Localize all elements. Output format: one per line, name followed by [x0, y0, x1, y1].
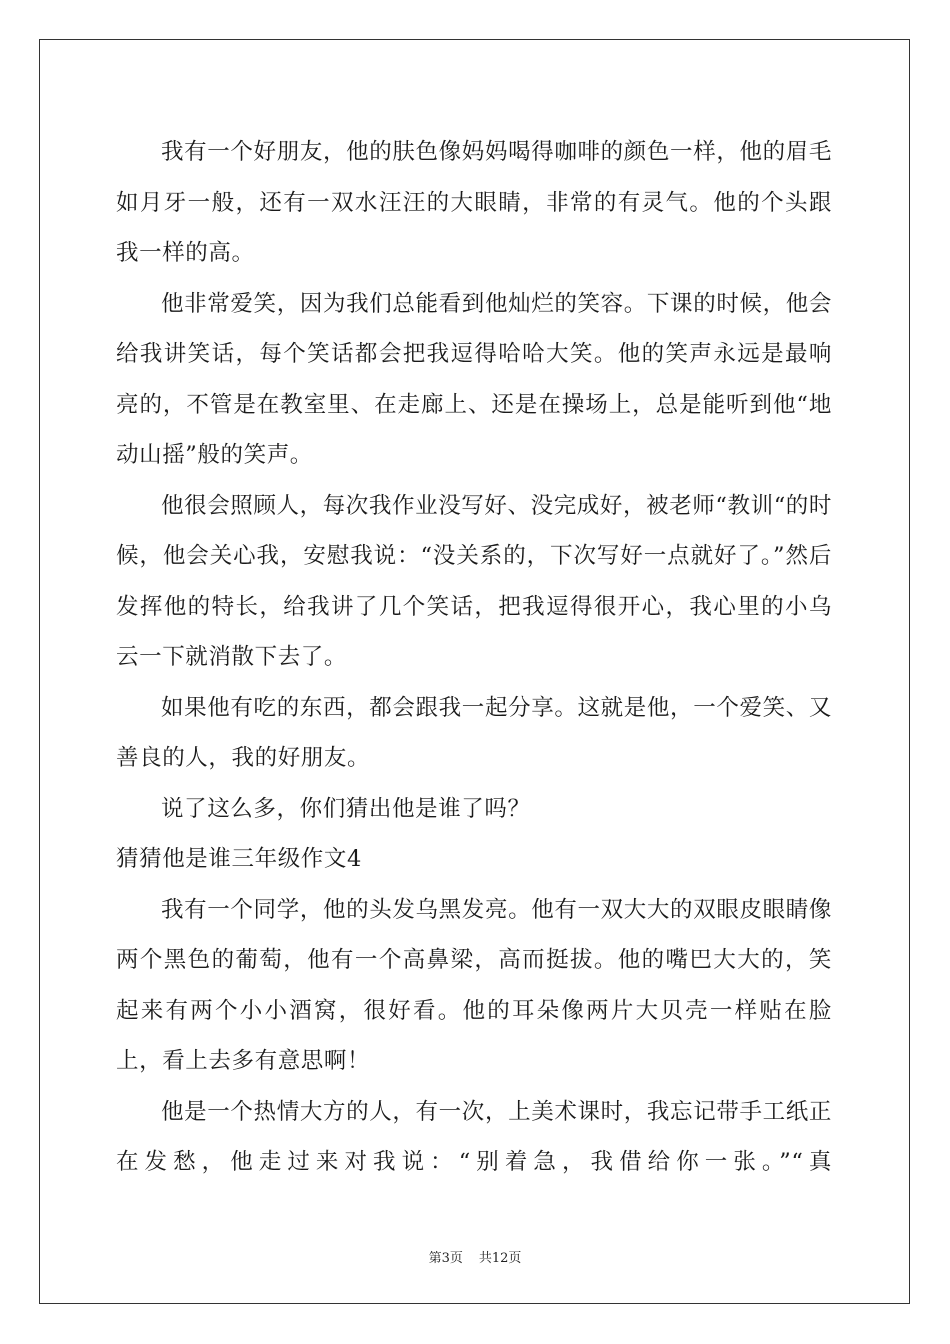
page-number: 第3页	[428, 1251, 463, 1266]
paragraph: 我有一个好朋友，他的肤色像妈妈喝得咖啡的颜色一样，他的眉毛如月牙一般，还有一双水汪汪的大眼睛，非常的有灵气。他的个头跟我一样的高。	[116, 139, 832, 266]
page-footer	[0, 1247, 950, 1266]
paragraph: 说了这么多，你们猜出他是谁了吗？	[161, 795, 531, 822]
paragraph: 他是一个热情大方的人，有一次，上美术课时，我忘记带手工纸正在发愁，他走过来对我说：“别着急，我借给你一张。”“真	[116, 1098, 832, 1175]
page-total: 共12页	[478, 1251, 522, 1266]
document-body	[116, 127, 832, 1188]
paragraph: 他很会照顾人，每次我作业没写好、没完成好，被老师“教训“的时候，他会关心我，安慰我说：“没关系的，下次写好一点就好了。”然后发挥他的特长，给我讲了几个笑话，把我逗得很开心，我心里的小乌云一下就消散下去了。	[116, 492, 833, 670]
paragraph: 如果他有吃的东西，都会跟我一起分享。这就是他，一个爱笑、又善良的人，我的好朋友。	[116, 694, 832, 771]
section-heading: 猜猜他是谁三年级作文4	[116, 846, 362, 872]
paragraph: 我有一个同学，他的头发乌黑发亮。他有一双大大的双眼皮眼睛像两个黑色的葡萄，他有一个高鼻梁，高而挺拔。他的嘴巴大大的，笑起来有两个小小酒窝，很好看。他的耳朵像两片大贝壳一样贴在脸上，看上去多有意思啊！	[116, 896, 832, 1074]
paragraph: 他非常爱笑，因为我们总能看到他灿烂的笑容。下课的时候，他会给我讲笑话，每个笑话都会把我逗得哈哈大笑。他的笑声永远是最响亮的，不管是在教室里、在走廊上、还是在操场上，总是能听到他“地动山摇”般的笑声。	[116, 290, 832, 468]
